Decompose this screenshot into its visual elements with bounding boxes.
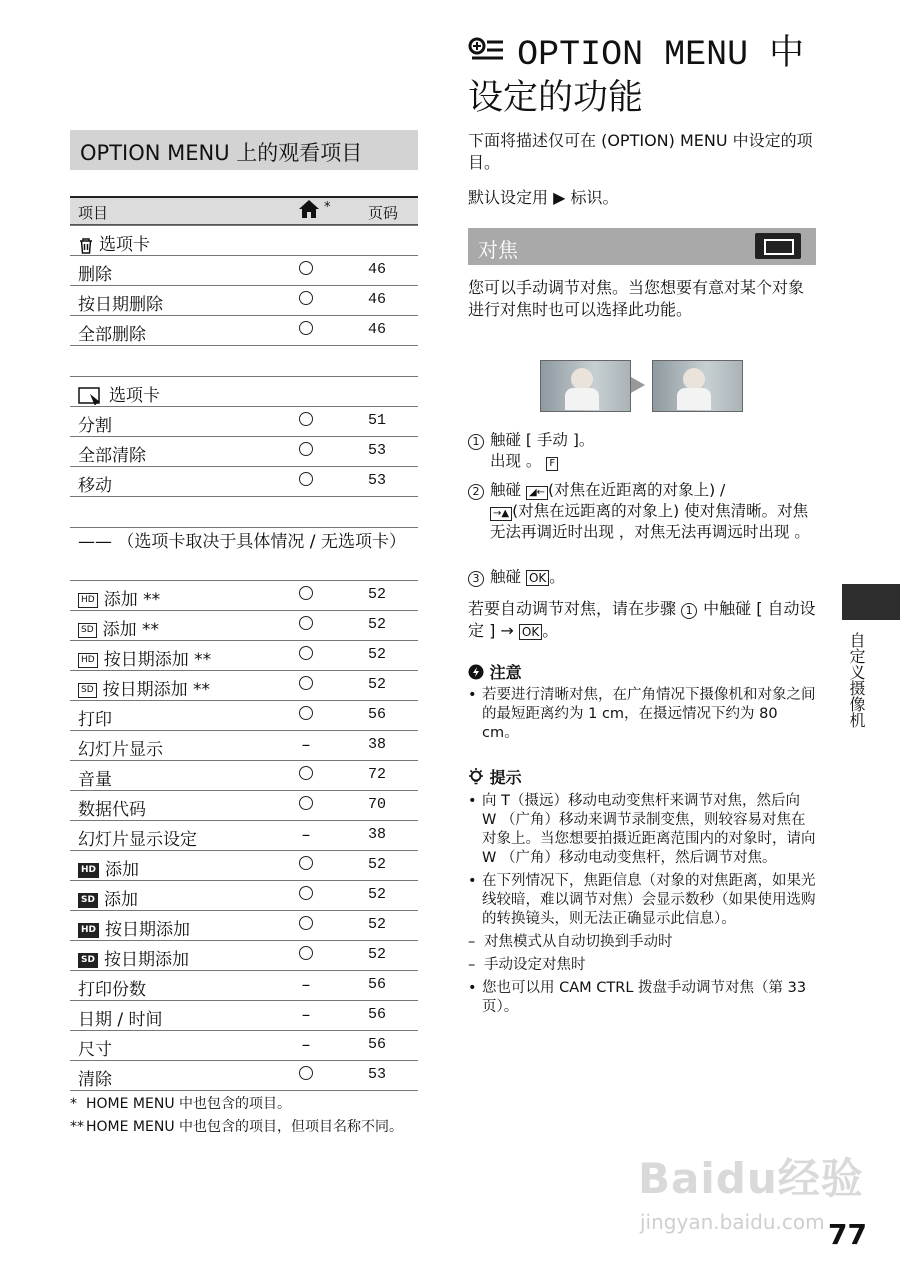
circle-mark (299, 946, 313, 960)
row-name: HD 按日期添加 ** (78, 645, 211, 670)
table-row (70, 791, 418, 821)
circle-mark (299, 766, 313, 780)
page-ref: 52 (368, 856, 387, 873)
page-ref: 52 (368, 616, 387, 633)
table-row (70, 1001, 418, 1031)
page-ref: 38 (368, 736, 387, 753)
focus-near-icon: ◢← (526, 486, 548, 500)
manual-focus-icon: F (546, 457, 558, 471)
focused-photo (652, 360, 743, 412)
home-availability (296, 1035, 316, 1055)
row-name: 清除 (78, 1070, 112, 1090)
circle-mark (299, 616, 313, 630)
hd-media-icon: HD (78, 923, 99, 938)
home-availability (296, 411, 316, 431)
page-ref: 46 (368, 321, 387, 338)
dash-mark: – (301, 975, 311, 995)
row-name: SD 添加 ** (78, 615, 159, 640)
chapter-label: 自定义摄像机 (847, 632, 866, 728)
circle-mark (299, 442, 313, 456)
circle-mark (299, 472, 313, 486)
row-name: HD 添加 (78, 855, 139, 880)
row-name: 删除 (78, 265, 112, 285)
circle-mark (299, 412, 313, 426)
home-asterisk: * (324, 200, 331, 215)
note-heading: 注意 (468, 660, 522, 683)
home-availability (296, 320, 316, 340)
home-availability (296, 705, 316, 725)
circle-mark (299, 1066, 313, 1080)
page-ref: 52 (368, 646, 387, 663)
row-name: 打印份数 (78, 980, 146, 1000)
section-row: 选项卡 (70, 225, 418, 256)
page-ref: 52 (368, 946, 387, 963)
tip-list: • 向 T（摄远）移动电动变焦杆来调节对焦，然后向 W （广角）移动来调节录制变焦，则较容易对焦在对象上。当您想要拍摄近距离范围内的对象时，请向 W （广角）移动电动变焦杆，然后调节对焦。 • 在下列情况下，焦距信息（对象的对焦距离，如果光线较暗，难以调节对焦）会显示数秒（如果使用选购的转换镜头，则无法正确显示此信息）。 – 对焦模式从自动切换到手动时 – 手动设定对焦时 • 您也可以用 CAM CTRL 拨盘手动调节对焦（第 33 页）。 (468, 792, 818, 1021)
default-note: 默认设定用 ▶ 标识。 (468, 188, 619, 207)
table-row (70, 701, 418, 731)
focus-far-icon: →▲ (490, 507, 512, 521)
arrow-right-icon (631, 377, 645, 393)
playlist-edit-icon (78, 387, 104, 405)
home-availability (296, 885, 316, 905)
table-row (70, 437, 418, 467)
table-row (70, 316, 418, 346)
option-menu-table (70, 196, 418, 1091)
row-name: 打印 (78, 710, 112, 730)
circle-mark (299, 706, 313, 720)
table-row (70, 407, 418, 437)
hd-media-icon: HD (78, 863, 99, 878)
circle-mark (299, 261, 313, 275)
page-ref: 56 (368, 706, 387, 723)
page-ref: 53 (368, 1066, 387, 1083)
page-ref: 53 (368, 442, 387, 459)
trash-icon (78, 237, 94, 254)
row-name: 幻灯片显示 (78, 740, 163, 760)
watermark: Baidu经验 (638, 1154, 864, 1203)
page-ref: 46 (368, 261, 387, 278)
row-name: 全部清除 (78, 446, 146, 466)
page-ref: 70 (368, 796, 387, 813)
home-availability (296, 765, 316, 785)
home-icon (298, 199, 318, 223)
hd-media-icon: HD (78, 653, 98, 668)
row-name: SD 按日期添加 (78, 945, 189, 970)
hd-media-icon: HD (78, 593, 98, 608)
circle-mark (299, 586, 313, 600)
table-row (70, 821, 418, 851)
page-ref: 52 (368, 586, 387, 603)
chapter-tab (842, 584, 900, 620)
row-name: 全部删除 (78, 325, 146, 345)
home-availability (296, 825, 316, 845)
col-page: 页码 (368, 204, 399, 222)
home-availability (296, 675, 316, 695)
dash-mark: – (301, 735, 311, 755)
sd-media-icon: SD (78, 893, 98, 908)
page-ref: 53 (368, 472, 387, 489)
table-row (70, 881, 418, 911)
home-availability (296, 585, 316, 605)
ok-button-icon: OK (519, 624, 542, 640)
table-row (70, 1031, 418, 1061)
dash-mark: – (301, 1035, 311, 1055)
warning-icon (468, 664, 484, 680)
circle-mark (299, 676, 313, 690)
home-availability (296, 915, 316, 935)
focus-section-header: 对焦 (468, 228, 816, 265)
watermark-url: jingyan.baidu.com (640, 1210, 825, 1234)
page-number: 77 (828, 1218, 867, 1251)
focus-description: 您可以手动调节对焦。当您想要有意对某个对象进行对焦时也可以选择此功能。 (468, 278, 805, 319)
section-row: 选项卡 (70, 376, 418, 407)
circle-mark (299, 291, 313, 305)
home-availability (296, 975, 316, 995)
table-header (70, 196, 418, 225)
table-row (70, 581, 418, 611)
col-item: 项目 (78, 204, 109, 222)
page-title: OPTION MENU 中设定的功能 (468, 35, 805, 120)
table-row (70, 467, 418, 497)
table-row (70, 256, 418, 286)
row-name: 分割 (78, 416, 112, 436)
intro-text: 下面将描述仅可在 (OPTION) MENU 中设定的项目。 (468, 131, 813, 172)
circle-mark (299, 916, 313, 930)
row-name: 移动 (78, 476, 112, 496)
home-availability (296, 855, 316, 875)
blurred-photo (540, 360, 631, 412)
footnote: * HOME MENU 中也包含的项目。 (70, 1096, 292, 1112)
home-availability (296, 735, 316, 755)
table-row (70, 731, 418, 761)
table-row (70, 851, 418, 881)
row-name: SD 按日期添加 ** (78, 675, 210, 700)
row-name: 尺寸 (78, 1040, 112, 1060)
step-2: 2 触碰 ◢← (对焦在近距离的对象上) / →▲ (对焦在远距离的对象上) 使对焦清晰。对焦无法再调近时出现 ，对焦无法再调远时出现 。 (468, 480, 818, 543)
page-ref: 46 (368, 291, 387, 308)
table-row (70, 641, 418, 671)
table-row (70, 611, 418, 641)
note-list: • 若要进行清晰对焦，在广角情况下摄像机和对象之间的最短距离约为 1 cm，在摄远情况下约为 80 cm。 (468, 686, 818, 747)
table-row (70, 941, 418, 971)
table-row (70, 971, 418, 1001)
page-ref: 52 (368, 676, 387, 693)
row-name: 按日期删除 (78, 295, 163, 315)
dash-mark: – (301, 1005, 311, 1025)
footnote: ** HOME MENU 中也包含的项目，但项目名称不同。 (70, 1119, 404, 1135)
page-ref: 56 (368, 1006, 387, 1023)
row-name: 数据代码 (78, 800, 146, 820)
page-ref: 56 (368, 1036, 387, 1053)
step-1: 1 触碰 [ 手动 ]。 出现 。 F (468, 430, 818, 472)
row-name: 幻灯片显示设定 (78, 830, 197, 850)
page-ref: 52 (368, 916, 387, 933)
dash-mark: – (301, 825, 311, 845)
circle-mark (299, 646, 313, 660)
auto-focus-note: 若要自动调节对焦，请在步骤 1 中触碰 [ 自动设定 ] → OK 。 (468, 599, 816, 640)
home-availability (296, 1065, 316, 1085)
sd-media-icon: SD (78, 683, 97, 698)
row-name: 音量 (78, 770, 112, 790)
row-name: SD 添加 (78, 885, 138, 910)
step-3: 3 触碰 OK 。 (468, 567, 818, 588)
table-row (70, 671, 418, 701)
camera-mode-icon (755, 233, 801, 259)
page-ref: 72 (368, 766, 387, 783)
tip-heading: 提示 (468, 765, 522, 788)
page-ref: 56 (368, 976, 387, 993)
home-availability (296, 1005, 316, 1025)
table-spacer (70, 497, 418, 527)
sd-media-icon: SD (78, 953, 98, 968)
circle-mark (299, 321, 313, 335)
ok-button-icon: OK (526, 570, 549, 586)
page-ref: 38 (368, 826, 387, 843)
table-row (70, 1061, 418, 1091)
circle-mark (299, 886, 313, 900)
option-icon (468, 36, 506, 66)
table-row (70, 286, 418, 316)
home-availability (296, 290, 316, 310)
home-availability (296, 795, 316, 815)
home-availability (296, 945, 316, 965)
page-ref: 52 (368, 886, 387, 903)
row-name: HD 添加 ** (78, 585, 160, 610)
home-availability (296, 615, 316, 635)
circle-mark (299, 796, 313, 810)
row-name: HD 按日期添加 (78, 915, 190, 940)
row-name: 日期 / 时间 (78, 1010, 163, 1030)
home-availability (296, 260, 316, 280)
circle-mark (299, 856, 313, 870)
sd-media-icon: SD (78, 623, 97, 638)
section-row: —— （选项卡取决于具体情况 / 无选项卡） (70, 527, 418, 581)
table-row (70, 761, 418, 791)
lightbulb-icon (468, 768, 484, 786)
page-ref: 51 (368, 412, 387, 429)
table-row (70, 911, 418, 941)
home-availability (296, 441, 316, 461)
home-availability (296, 645, 316, 665)
home-availability (296, 471, 316, 491)
section-header: OPTION MENU 上的观看项目 (70, 130, 418, 170)
table-spacer (70, 346, 418, 376)
